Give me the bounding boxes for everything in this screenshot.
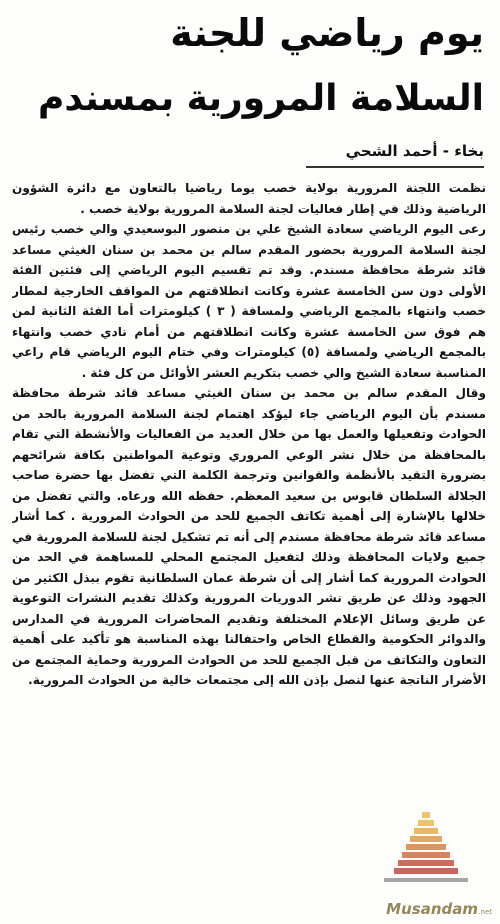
byline-block bbox=[306, 140, 484, 168]
article-body bbox=[12, 178, 486, 818]
byline-underline bbox=[306, 166, 484, 168]
watermark-suffix: .net bbox=[478, 908, 492, 916]
headline-line-2: السلامة المرورية بمسندم bbox=[37, 78, 484, 119]
headline-line-1: يوم رياضي للجنة bbox=[170, 11, 484, 55]
article-paragraph-3: وقال المقدم سالم بن محمد بن سنان الغيثي مساعد قائد شرطة محافظة مسندم بأن اليوم الرياضي جاء ليؤكد اهتمام لجنة السلامة المرورية بالحد من الحوادث وتفعيلها والعمل بها من خلال العديد من الفعاليات والأنشطة التي تقام بالمحافظة من خلال نشر الوعي المروري وتوعية المواطنين بكافة شرائحهم بضرورة التقيد بالأنظمة والقوانين وترجمة الكلمة التي تفضل بها حضرة صاحب الجلالة السلطان قابوس بن سعيد المعظم. حفظه الله ورعاه. والتي تفضل من خلالها بالإشارة إلى أهمية تكاتف الجميع للحد من الحوادث المرورية . كما أشار مساعد قائد شرطة محافظة مسندم إلى أنه تم تشكيل لجنة للسلامة المرورية في جميع ولايات المحافظة وذلك لتفعيل المجتمع المحلي للمساهمة في الحد من الحوادث المرورية كما أشار إلى أن شرطة عمان السلطانية تقوم ببذل الكثير من الجهود وذلك عن طريق نشر الدوريات المرورية وكذلك تقديم النشرات التوعوية عن طريق وسائل الإعلام المختلفة وتقديم المحاضرات المرورية في المدارس والدوائر الحكومية والقطاع الخاص واحتفالنا بهذه المناسبة هو تأكيد على أهمية التعاون والتكاتف من قبل الجميع للحد من الحوادث المرورية وحماية المجتمع من الأضرار الناتجة عنها لنصل بإذن الله إلى مجتمعات خالية من الحوادث المرورية. bbox=[12, 386, 486, 687]
pyramid-logo-icon bbox=[376, 808, 476, 900]
byline: بخاء - أحمد الشحي bbox=[345, 142, 484, 160]
article-paragraph-2: رعى اليوم الرياضي سعادة الشيخ علي بن منصور البوسعيدي والي خصب رئيس لجنة السلامة المرورية بحضور المقدم سالم بن محمد بن سنان الغيثي مساعد قائد شرطة محافظة مسندم. وقد تم تقسيم اليوم الرياضي إلى فئتين الفئة الأولى دون سن الخامسة عشرة وكانت انطلاقتهم من المواقف الخارجية لمطار خصب وانتهاء بالمجمع الرياضي ولمسافة ( ٣ ) كيلومترات أما الفئة الثانية لمن هم فوق سن الخامسة عشرة وكانت انطلاقتهم من أمام نادي خصب وانتهاء بالمجمع الرياضي ولمسافة (٥) كيلومترات وفي ختام اليوم الرياضي قام راعي المناسبة سعادة الشيخ والي خصب بتكريم العشر الأوائل من كل فئة . bbox=[12, 222, 486, 380]
watermark-text: Musandam bbox=[386, 900, 478, 918]
site-watermark bbox=[354, 808, 494, 920]
article-paragraph-1: نظمت اللجنة المرورية بولاية خصب يوما رياضيا بالتعاون مع دائرة الشؤون الرياضية وذلك في إطار فعاليات لجنة السلامة المرورية بولاية خصب . bbox=[12, 181, 486, 216]
